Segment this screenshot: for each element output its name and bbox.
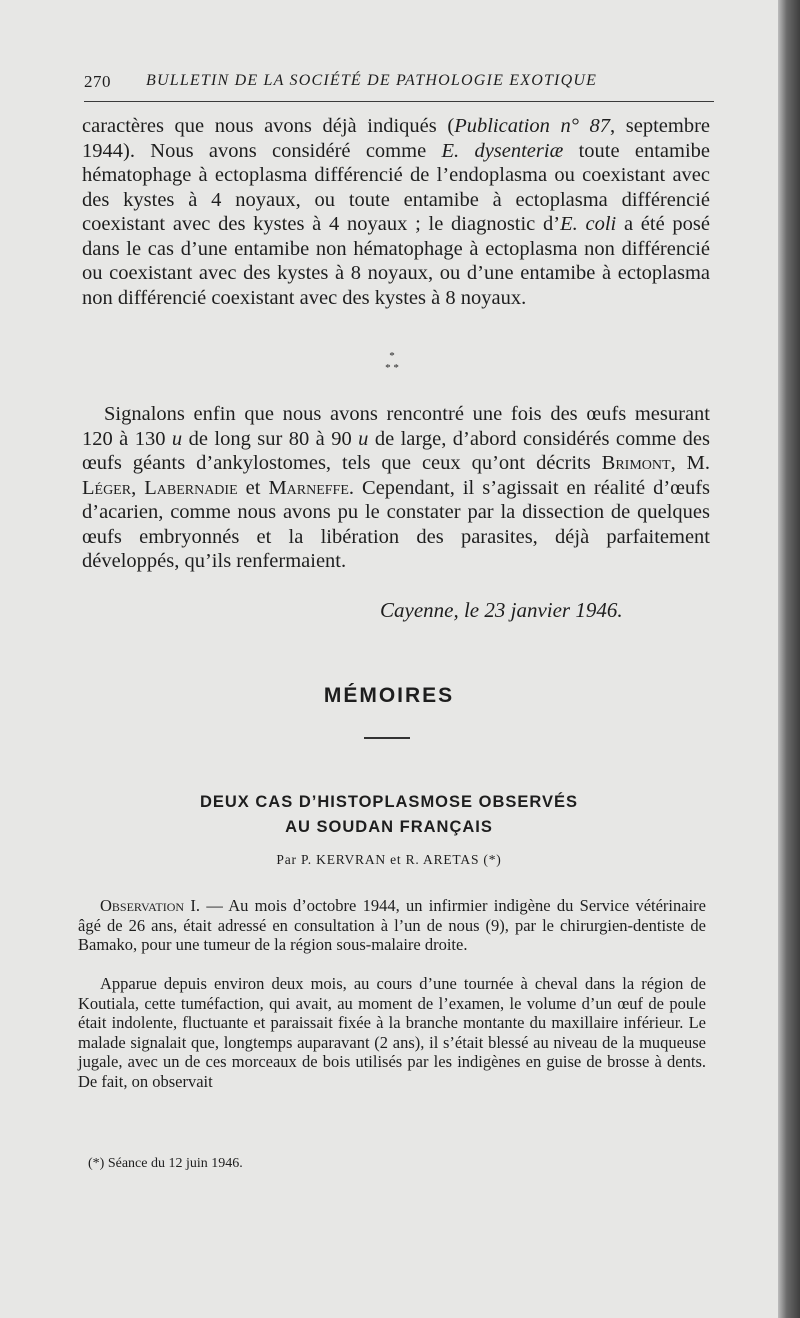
running-title: BULLETIN DE LA SOCIÉTÉ DE PATHOLOGIE EXOTIQUE bbox=[146, 72, 598, 89]
p2-text-3: de large, d’abord considérés comme des œufs géants d’ankylostomes, tels que ceux qu’ont décrits bbox=[82, 427, 711, 474]
p2-text-2: de long sur 80 à 90 bbox=[182, 427, 359, 450]
p2-micron-1: u bbox=[171, 427, 183, 450]
page-number: 270 bbox=[84, 72, 111, 91]
paragraph-observation-1 bbox=[78, 896, 706, 955]
header-rule bbox=[84, 101, 714, 102]
p2-text-1: Signalons enfin que nous avons rencontré une fois des œufs mesurant 120 à 130 bbox=[82, 403, 710, 450]
p3-observation-label: Observation bbox=[100, 896, 185, 915]
byline: Par P. KERVRAN et R. ARETAS (*) bbox=[276, 852, 502, 867]
asterism-separator: * * * bbox=[385, 350, 399, 374]
section-rule bbox=[364, 737, 410, 739]
p2-text-4: , M. bbox=[670, 452, 711, 474]
p1-publication: Publication n° 87 bbox=[454, 115, 611, 137]
article-title bbox=[0, 790, 778, 840]
p1-text-4: a été posé dans le cas d’une entamibe non hématophage à ectoplasma non différencié ou coexistant avec des kystes à 8 noyaux, ou d’une entamibe à ectoplasma non différencié coexistant avec des kystes à 8 noyaux. bbox=[82, 213, 710, 309]
article-title-line-2: AU SOUDAN FRANÇAIS bbox=[285, 818, 493, 836]
p1-species-dysenteriae: E. dysenteriæ bbox=[441, 139, 564, 162]
p2-text-7: . Cependant, il s’agissait en réalité d’œufs d’acarien, comme nous avons pu le constater par la dissection de quelques œufs embryonnés et la libération des parasites, déjà parfaitement développés, qu’ils renfermaient. bbox=[82, 476, 711, 572]
dateline: Cayenne, le 23 janvier 1946. bbox=[380, 598, 623, 622]
paragraph-2 bbox=[82, 402, 710, 574]
section-title: MÉMOIRES bbox=[323, 684, 455, 707]
p1-species-coli: E. coli bbox=[560, 213, 617, 235]
page-header bbox=[84, 70, 714, 98]
p2-text-5: , bbox=[131, 476, 145, 499]
p2-author-leger: Léger bbox=[82, 476, 132, 499]
p2-author-labernadie: Labernadie bbox=[144, 476, 238, 499]
footnote: (*) Séance du 12 juin 1946. bbox=[88, 1156, 243, 1171]
p3-text: I. — Au mois d’octobre 1944, un infirmier indigène du Service vétérinaire âgé de 26 ans, était adressé en consultation à l’un de nous (9), par le chirurgien-dentiste de Bamako, pour une tumeur de la région sous-malaire droite. bbox=[78, 896, 706, 954]
p2-author-brimont: Brimont bbox=[601, 452, 671, 474]
paragraph-4: Apparue depuis environ deux mois, au cours d’une tournée à cheval dans la région de Koutiala, cette tuméfaction, qui avait, au moment de l’examen, le volume d’un œuf de poule était indolente, fluctuante et paraissait fixée à la branche montante du maxillaire inférieur. Le malade signalait que, longtemps auparavant (2 ans), il s’était blessé au niveau de la muqueuse jugale, avec un de ces morceaux de bois utilisés par les indigènes en guise de brosse à dents. De fait, on observait bbox=[78, 974, 706, 1091]
paragraph-1 bbox=[82, 114, 710, 310]
p1-text-2: , septembre 1944). Nous avons considéré comme bbox=[82, 115, 710, 162]
p2-author-marneffe: Marneffe bbox=[268, 476, 349, 499]
article-title-line-1: DEUX CAS D’HISTOPLASMOSE OBSERVÉS bbox=[199, 793, 579, 811]
p2-text-6: et bbox=[237, 476, 269, 499]
page-edge-shadow bbox=[778, 0, 800, 1318]
p1-text-1: caractères que nous avons déjà indiqués ( bbox=[82, 115, 455, 137]
p2-micron-2: u bbox=[358, 427, 369, 450]
p1-text-3: toute entamibe hématophage à ectoplasma différencié de l’endoplasma ou coexistant avec des kystes à 4 noyaux, ou toute entamibe à ectoplasma différencié coexistant avec des kystes à 4 noyaux ; le diagnostic d’ bbox=[82, 139, 711, 235]
